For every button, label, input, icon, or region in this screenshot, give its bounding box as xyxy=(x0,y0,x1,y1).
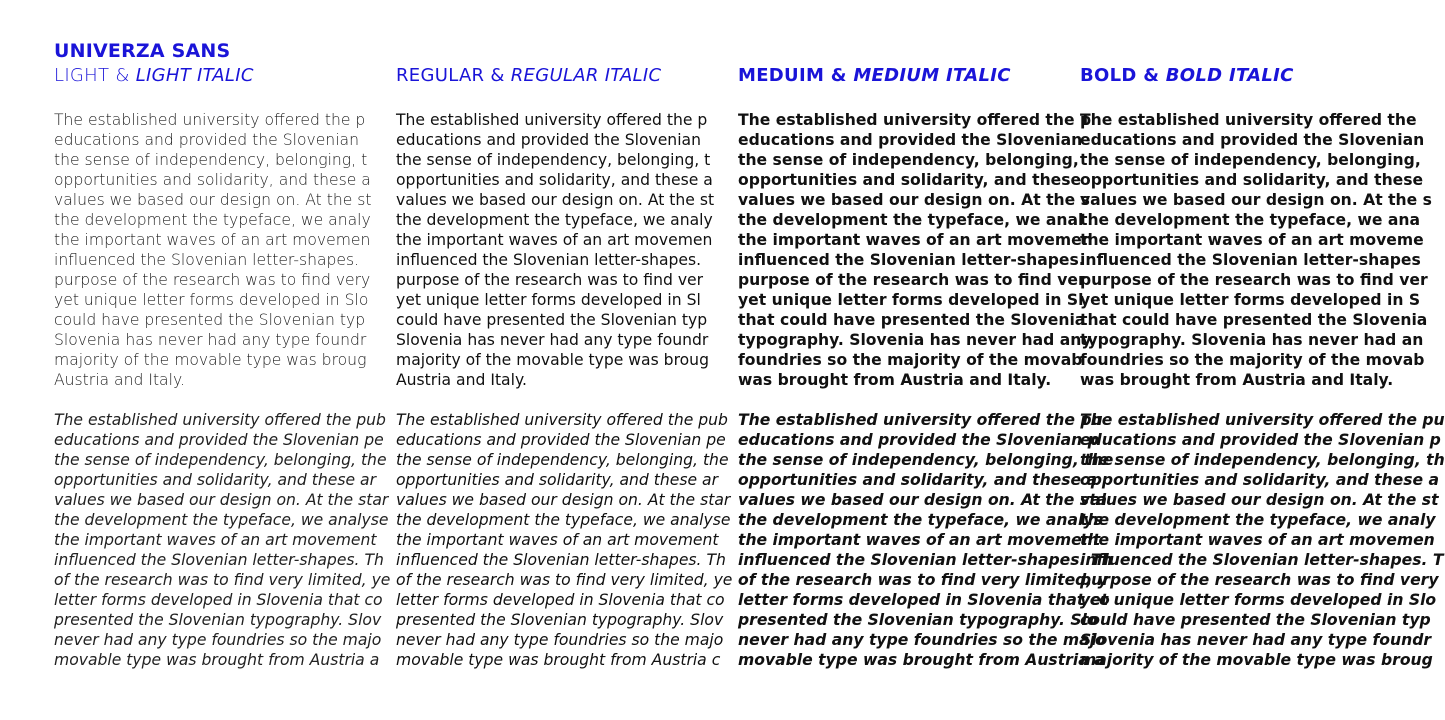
text-line: foundries so the majority of the movab xyxy=(1080,351,1425,369)
text-line: The established university offered the pub xyxy=(396,411,728,429)
text-line: the important waves of an art movement xyxy=(396,531,719,549)
specimen-column-medium xyxy=(738,0,1114,720)
text-line: the sense of independency, belonging, th xyxy=(1080,451,1445,469)
text-line: the development the typeface, we analyse xyxy=(54,511,389,529)
text-line: values we based our design on. At the st xyxy=(54,191,372,209)
text-line: the sense of independency, belonging, the xyxy=(738,451,1114,469)
text-line: opportunities and solidarity, and these a xyxy=(396,171,713,189)
text-line: The established university offered the pub xyxy=(54,411,386,429)
text-line: the important waves of an art movemen xyxy=(1080,531,1435,549)
text-line: Austria and Italy. xyxy=(396,371,527,389)
text-line: influenced the Slovenian letter-shapes. T xyxy=(1080,551,1444,569)
text-line: influenced the Slovenian letter-shapes. Th xyxy=(738,551,1113,569)
text-line: letter forms developed in Slovenia that co xyxy=(396,591,725,609)
text-line: The established university offered the xyxy=(1080,111,1417,129)
text-line: The established university offered the pu xyxy=(738,411,1103,429)
text-line: yet unique letter forms developed in Slo xyxy=(1080,591,1437,609)
text-line: purpose of the research was to find ver xyxy=(1080,271,1428,289)
text-line: was brought from Austria and Italy. xyxy=(738,371,1052,389)
text-line: letter forms developed in Slovenia that co xyxy=(54,591,383,609)
text-line: yet unique letter forms developed in Sl xyxy=(738,291,1084,309)
text-line: The established university offered the p xyxy=(54,111,366,129)
text-line: could have presented the Slovenian typ xyxy=(1080,611,1431,629)
text-line: The established university offered the p xyxy=(396,111,708,129)
italic-paragraph-medium xyxy=(738,410,1113,670)
heading-italic-part: REGULAR ITALIC xyxy=(510,65,662,86)
italic-paragraph-light xyxy=(54,410,390,670)
roman-paragraph-regular xyxy=(396,110,714,390)
text-line: educations and provided the Slovenian p xyxy=(738,431,1099,449)
text-line: the important waves of an art movement xyxy=(54,531,377,549)
roman-paragraph-bold xyxy=(1080,110,1432,390)
text-line: presented the Slovenian typography. Slo xyxy=(738,611,1098,629)
text-line: influenced the Slovenian letter-shapes. xyxy=(738,251,1085,269)
text-line: typography. Slovenia has never had any xyxy=(738,331,1092,349)
text-line: movable type was brought from Austria c xyxy=(396,651,721,669)
text-line: never had any type foundries so the majo xyxy=(396,631,724,649)
text-line: values we based our design on. At the star xyxy=(54,491,389,509)
text-line: that could have presented the Slovenia xyxy=(738,311,1086,329)
text-line: values we based our design on. At the s xyxy=(738,191,1090,209)
text-line: of the research was to find very limited, ye xyxy=(54,571,391,589)
text-line: presented the Slovenian typography. Slov xyxy=(396,611,724,629)
text-line: educations and provided the Slovenian pe xyxy=(54,431,384,449)
text-line: never had any type foundries so the majo xyxy=(54,631,382,649)
text-line: educations and provided the Slovenian xyxy=(1080,131,1425,149)
text-line: purpose of the research was to find ver xyxy=(738,271,1086,289)
text-line: values we based our design on. At the st xyxy=(1080,491,1439,509)
text-line: majority of the movable type was broug xyxy=(396,351,709,369)
text-line: of the research was to find very limited, y xyxy=(738,571,1108,589)
text-line: foundries so the majority of the movab xyxy=(738,351,1083,369)
text-line: movable type was brought from Austria a xyxy=(54,651,380,669)
text-line: of the research was to find very limited, ye xyxy=(396,571,733,589)
column-heading-regular xyxy=(396,64,661,88)
text-line: opportunities and solidarity, and these a xyxy=(1080,471,1440,489)
text-line: the sense of independency, belonging, xyxy=(1080,151,1421,169)
text-line: the important waves of an art movemen xyxy=(54,231,371,249)
column-heading-light xyxy=(54,64,254,88)
text-line: yet unique letter forms developed in Sl xyxy=(396,291,701,309)
font-name-title: UNIVERZA SANS xyxy=(54,40,231,62)
text-line: the sense of independency, belonging, the xyxy=(54,451,387,469)
text-line: influenced the Slovenian letter-shapes. xyxy=(396,251,702,269)
text-line: could have presented the Slovenian typ xyxy=(54,311,366,329)
text-line: the important waves of an art movement xyxy=(738,531,1101,549)
text-line: presented the Slovenian typography. Slov xyxy=(54,611,382,629)
text-line: The established university offered the pu xyxy=(1080,411,1445,429)
text-line: The established university offered the p xyxy=(738,111,1092,129)
italic-paragraph-bold xyxy=(1080,410,1445,670)
text-line: was brought from Austria and Italy. xyxy=(1080,371,1394,389)
text-line: values we based our design on. At the s xyxy=(1080,191,1432,209)
text-line: never had any type foundries so the majo xyxy=(738,631,1106,649)
heading-regular-part: BOLD & xyxy=(1080,65,1166,86)
specimen-column-light xyxy=(54,0,391,720)
text-line: the development the typeface, we analy xyxy=(396,211,713,229)
text-line: the sense of independency, belonging, t xyxy=(396,151,711,169)
heading-regular-part: REGULAR & xyxy=(396,65,511,86)
text-line: yet unique letter forms developed in Slo xyxy=(54,291,369,309)
text-line: the sense of independency, belonging, t xyxy=(54,151,368,169)
heading-regular-part: LIGHT & xyxy=(54,65,136,86)
specimen-column-bold xyxy=(1080,0,1445,720)
text-line: the important waves of an art movemen xyxy=(738,231,1093,249)
column-heading-bold xyxy=(1080,64,1294,88)
text-line: purpose of the research was to find ver xyxy=(396,271,704,289)
text-line: values we based our design on. At the star xyxy=(396,491,731,509)
text-line: the important waves of an art moveme xyxy=(1080,231,1424,249)
text-line: yet unique letter forms developed in S xyxy=(1080,291,1421,309)
column-heading-medium xyxy=(738,64,1011,88)
text-line: the development the typeface, we anal xyxy=(738,211,1084,229)
text-line: values we based our design on. At the sta xyxy=(738,491,1108,509)
text-line: Slovenia has never had any type foundr xyxy=(1080,631,1432,649)
text-line: educations and provided the Slovenian pe xyxy=(396,431,726,449)
text-line: the important waves of an art movemen xyxy=(396,231,713,249)
text-line: educations and provided the Slovenian xyxy=(54,131,359,149)
text-line: purpose of the research was to find very xyxy=(54,271,371,289)
text-line: influenced the Slovenian letter-shapes. xyxy=(54,251,360,269)
text-line: the sense of independency, belonging, xyxy=(738,151,1079,169)
text-line: letter forms developed in Slovenia that co xyxy=(738,591,1110,609)
text-line: purpose of the research was to find very xyxy=(1080,571,1439,589)
text-line: educations and provided the Slovenian xyxy=(738,131,1083,149)
text-line: influenced the Slovenian letter-shapes. Th xyxy=(54,551,384,569)
text-line: majority of the movable type was broug xyxy=(1080,651,1433,669)
text-line: Slovenia has never had any type foundr xyxy=(54,331,367,349)
text-line: opportunities and solidarity, and these xyxy=(1080,171,1424,189)
text-line: values we based our design on. At the st xyxy=(396,191,715,209)
text-line: opportunities and solidarity, and these ar xyxy=(396,471,719,489)
text-line: educations and provided the Slovenian xyxy=(396,131,701,149)
heading-italic-part: BOLD ITALIC xyxy=(1165,65,1294,86)
heading-regular-part: MEDUIM & xyxy=(738,65,854,86)
specimen-column-regular xyxy=(396,0,733,720)
text-line: the sense of independency, belonging, the xyxy=(396,451,729,469)
text-line: opportunities and solidarity, and these ar xyxy=(54,471,377,489)
text-line: could have presented the Slovenian typ xyxy=(396,311,708,329)
text-line: the development the typeface, we analyse xyxy=(396,511,731,529)
text-line: majority of the movable type was broug xyxy=(54,351,367,369)
heading-italic-part: LIGHT ITALIC xyxy=(135,65,254,86)
text-line: Austria and Italy. xyxy=(54,371,185,389)
text-line: educations and provided the Slovenian p xyxy=(1080,431,1441,449)
roman-paragraph-light xyxy=(54,110,372,390)
text-line: opportunities and solidarity, and these a xyxy=(54,171,371,189)
text-line: typography. Slovenia has never had an xyxy=(1080,331,1424,349)
italic-paragraph-regular xyxy=(396,410,732,670)
text-line: the development the typeface, we analy xyxy=(1080,511,1436,529)
text-line: opportunities and solidarity, and these a xyxy=(738,471,1098,489)
text-line: opportunities and solidarity, and these xyxy=(738,171,1082,189)
heading-italic-part: MEDIUM ITALIC xyxy=(853,65,1011,86)
text-line: the development the typeface, we ana xyxy=(1080,211,1421,229)
text-line: influenced the Slovenian letter-shapes xyxy=(1080,251,1421,269)
text-line: that could have presented the Slovenia xyxy=(1080,311,1428,329)
text-line: movable type was brought from Austria a xyxy=(738,651,1105,669)
text-line: the development the typeface, we analys xyxy=(738,511,1103,529)
text-line: influenced the Slovenian letter-shapes. Th xyxy=(396,551,726,569)
text-line: Slovenia has never had any type foundr xyxy=(396,331,709,349)
roman-paragraph-medium xyxy=(738,110,1093,390)
text-line: the development the typeface, we analy xyxy=(54,211,371,229)
